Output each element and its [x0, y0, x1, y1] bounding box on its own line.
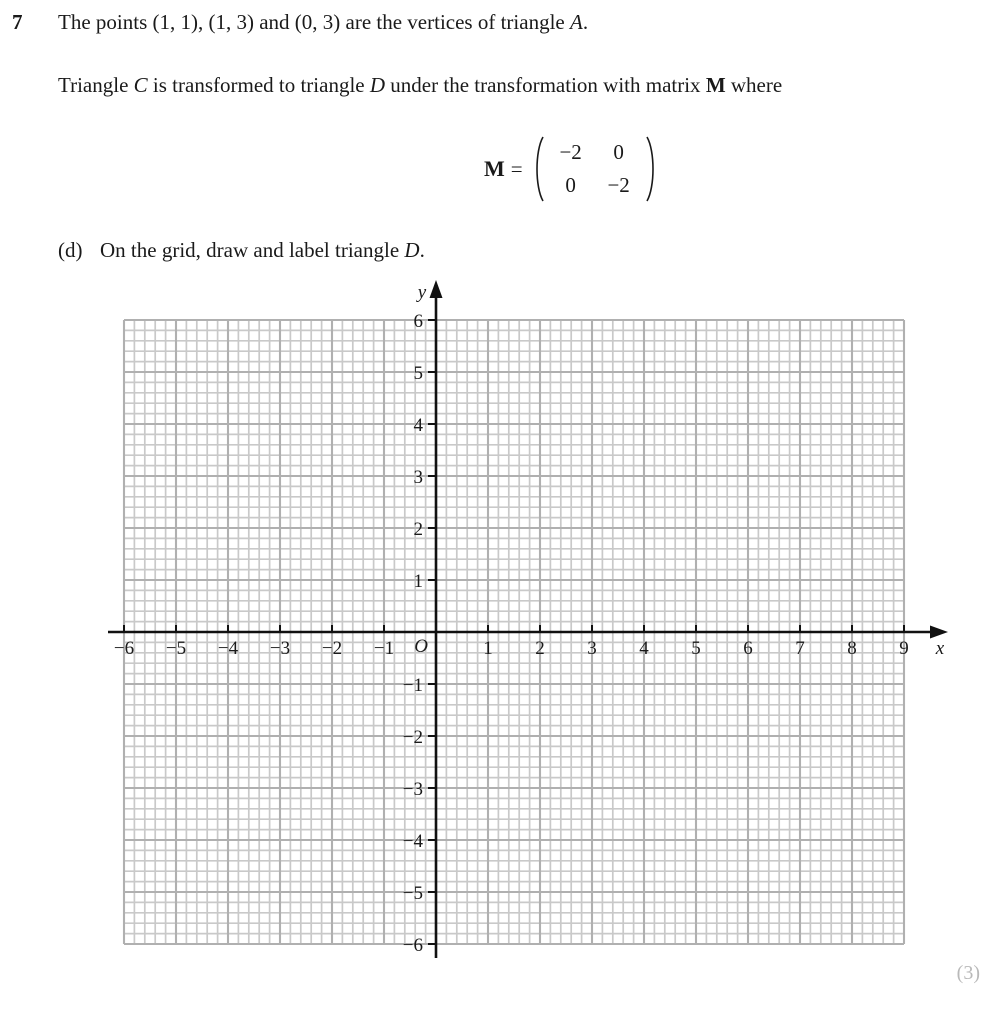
- line2-part1: Triangle: [58, 73, 134, 97]
- x-tick-label: 3: [587, 638, 597, 659]
- y-tick-label: −3: [402, 779, 423, 800]
- y-axis-label: y: [417, 282, 427, 303]
- x-tick-label: 6: [743, 638, 753, 659]
- x-tick-label: 2: [535, 638, 545, 659]
- line2-part3: under the transformation with matrix: [385, 73, 706, 97]
- y-tick-label: 3: [413, 467, 423, 488]
- line2-part4: where: [725, 73, 783, 97]
- x-axis-arrowhead: [930, 626, 948, 639]
- x-tick-label: 5: [691, 638, 701, 659]
- matrix-entry-a11: −2: [559, 140, 582, 164]
- coordinate-grid[interactable]: [0, 270, 1000, 956]
- marks-allocation: (3): [956, 962, 980, 984]
- x-tick-label: −1: [373, 638, 395, 659]
- question-number: 7: [12, 10, 23, 34]
- matrix-entry-a12: 0: [613, 140, 624, 164]
- y-tick-label: −6: [402, 935, 423, 956]
- question-line-two: [58, 73, 782, 98]
- x-tick-label: 4: [639, 638, 649, 659]
- matrix-equals-sign: =: [510, 156, 523, 181]
- y-tick-label: −5: [402, 883, 423, 904]
- question-stem-period: .: [582, 10, 589, 34]
- y-tick-label: 1: [413, 571, 423, 592]
- x-tick-label: −5: [165, 638, 187, 659]
- triangle-c-label: C: [133, 73, 148, 97]
- part-instruction-period: .: [419, 238, 425, 262]
- x-tick-label: −4: [217, 638, 239, 659]
- y-axis-arrowhead: [430, 280, 443, 298]
- y-tick-label: 5: [413, 363, 423, 384]
- x-tick-label: 8: [847, 638, 857, 659]
- line2-part2: is transformed to triangle: [147, 73, 370, 97]
- part-instruction: [100, 238, 425, 263]
- matrix-entries: [547, 136, 643, 202]
- matrix-body: [531, 136, 659, 202]
- y-tick-label: −2: [402, 727, 423, 748]
- triangle-d-label: D: [369, 73, 386, 97]
- part-triangle-d-label: D: [404, 238, 420, 262]
- matrix-equation: [484, 136, 659, 202]
- triangle-a-label: A: [570, 10, 583, 34]
- x-tick-label: 7: [795, 638, 805, 659]
- left-parenthesis-icon: [531, 135, 544, 203]
- question-stem: [58, 10, 588, 35]
- x-tick-label: −6: [113, 638, 135, 659]
- part-label-d: (d): [58, 238, 83, 262]
- x-tick-label: −2: [321, 638, 343, 659]
- part-instruction-text: On the grid, draw and label triangle: [100, 238, 405, 262]
- matrix-entry-a21: 0: [565, 173, 576, 197]
- y-tick-label: 4: [413, 415, 423, 436]
- origin-label: O: [414, 636, 428, 657]
- y-tick-label: −1: [402, 675, 423, 696]
- question-stem-text: The points (1, 1), (1, 3) and (0, 3) are the vertices of triangle: [58, 10, 570, 34]
- x-axis-label: x: [935, 638, 945, 659]
- matrix-m-inline-label: M: [705, 73, 726, 97]
- x-tick-label: 1: [483, 638, 493, 659]
- matrix-symbol: M: [484, 156, 505, 181]
- y-tick-label: 2: [413, 519, 423, 540]
- y-tick-label: 6: [413, 311, 423, 332]
- x-tick-label: 9: [899, 638, 909, 659]
- x-tick-label: −3: [269, 638, 291, 659]
- matrix-entry-a22: −2: [607, 173, 630, 197]
- coordinate-grid-svg[interactable]: [0, 270, 1000, 956]
- right-parenthesis-icon: [646, 135, 659, 203]
- y-tick-label: −4: [402, 831, 423, 852]
